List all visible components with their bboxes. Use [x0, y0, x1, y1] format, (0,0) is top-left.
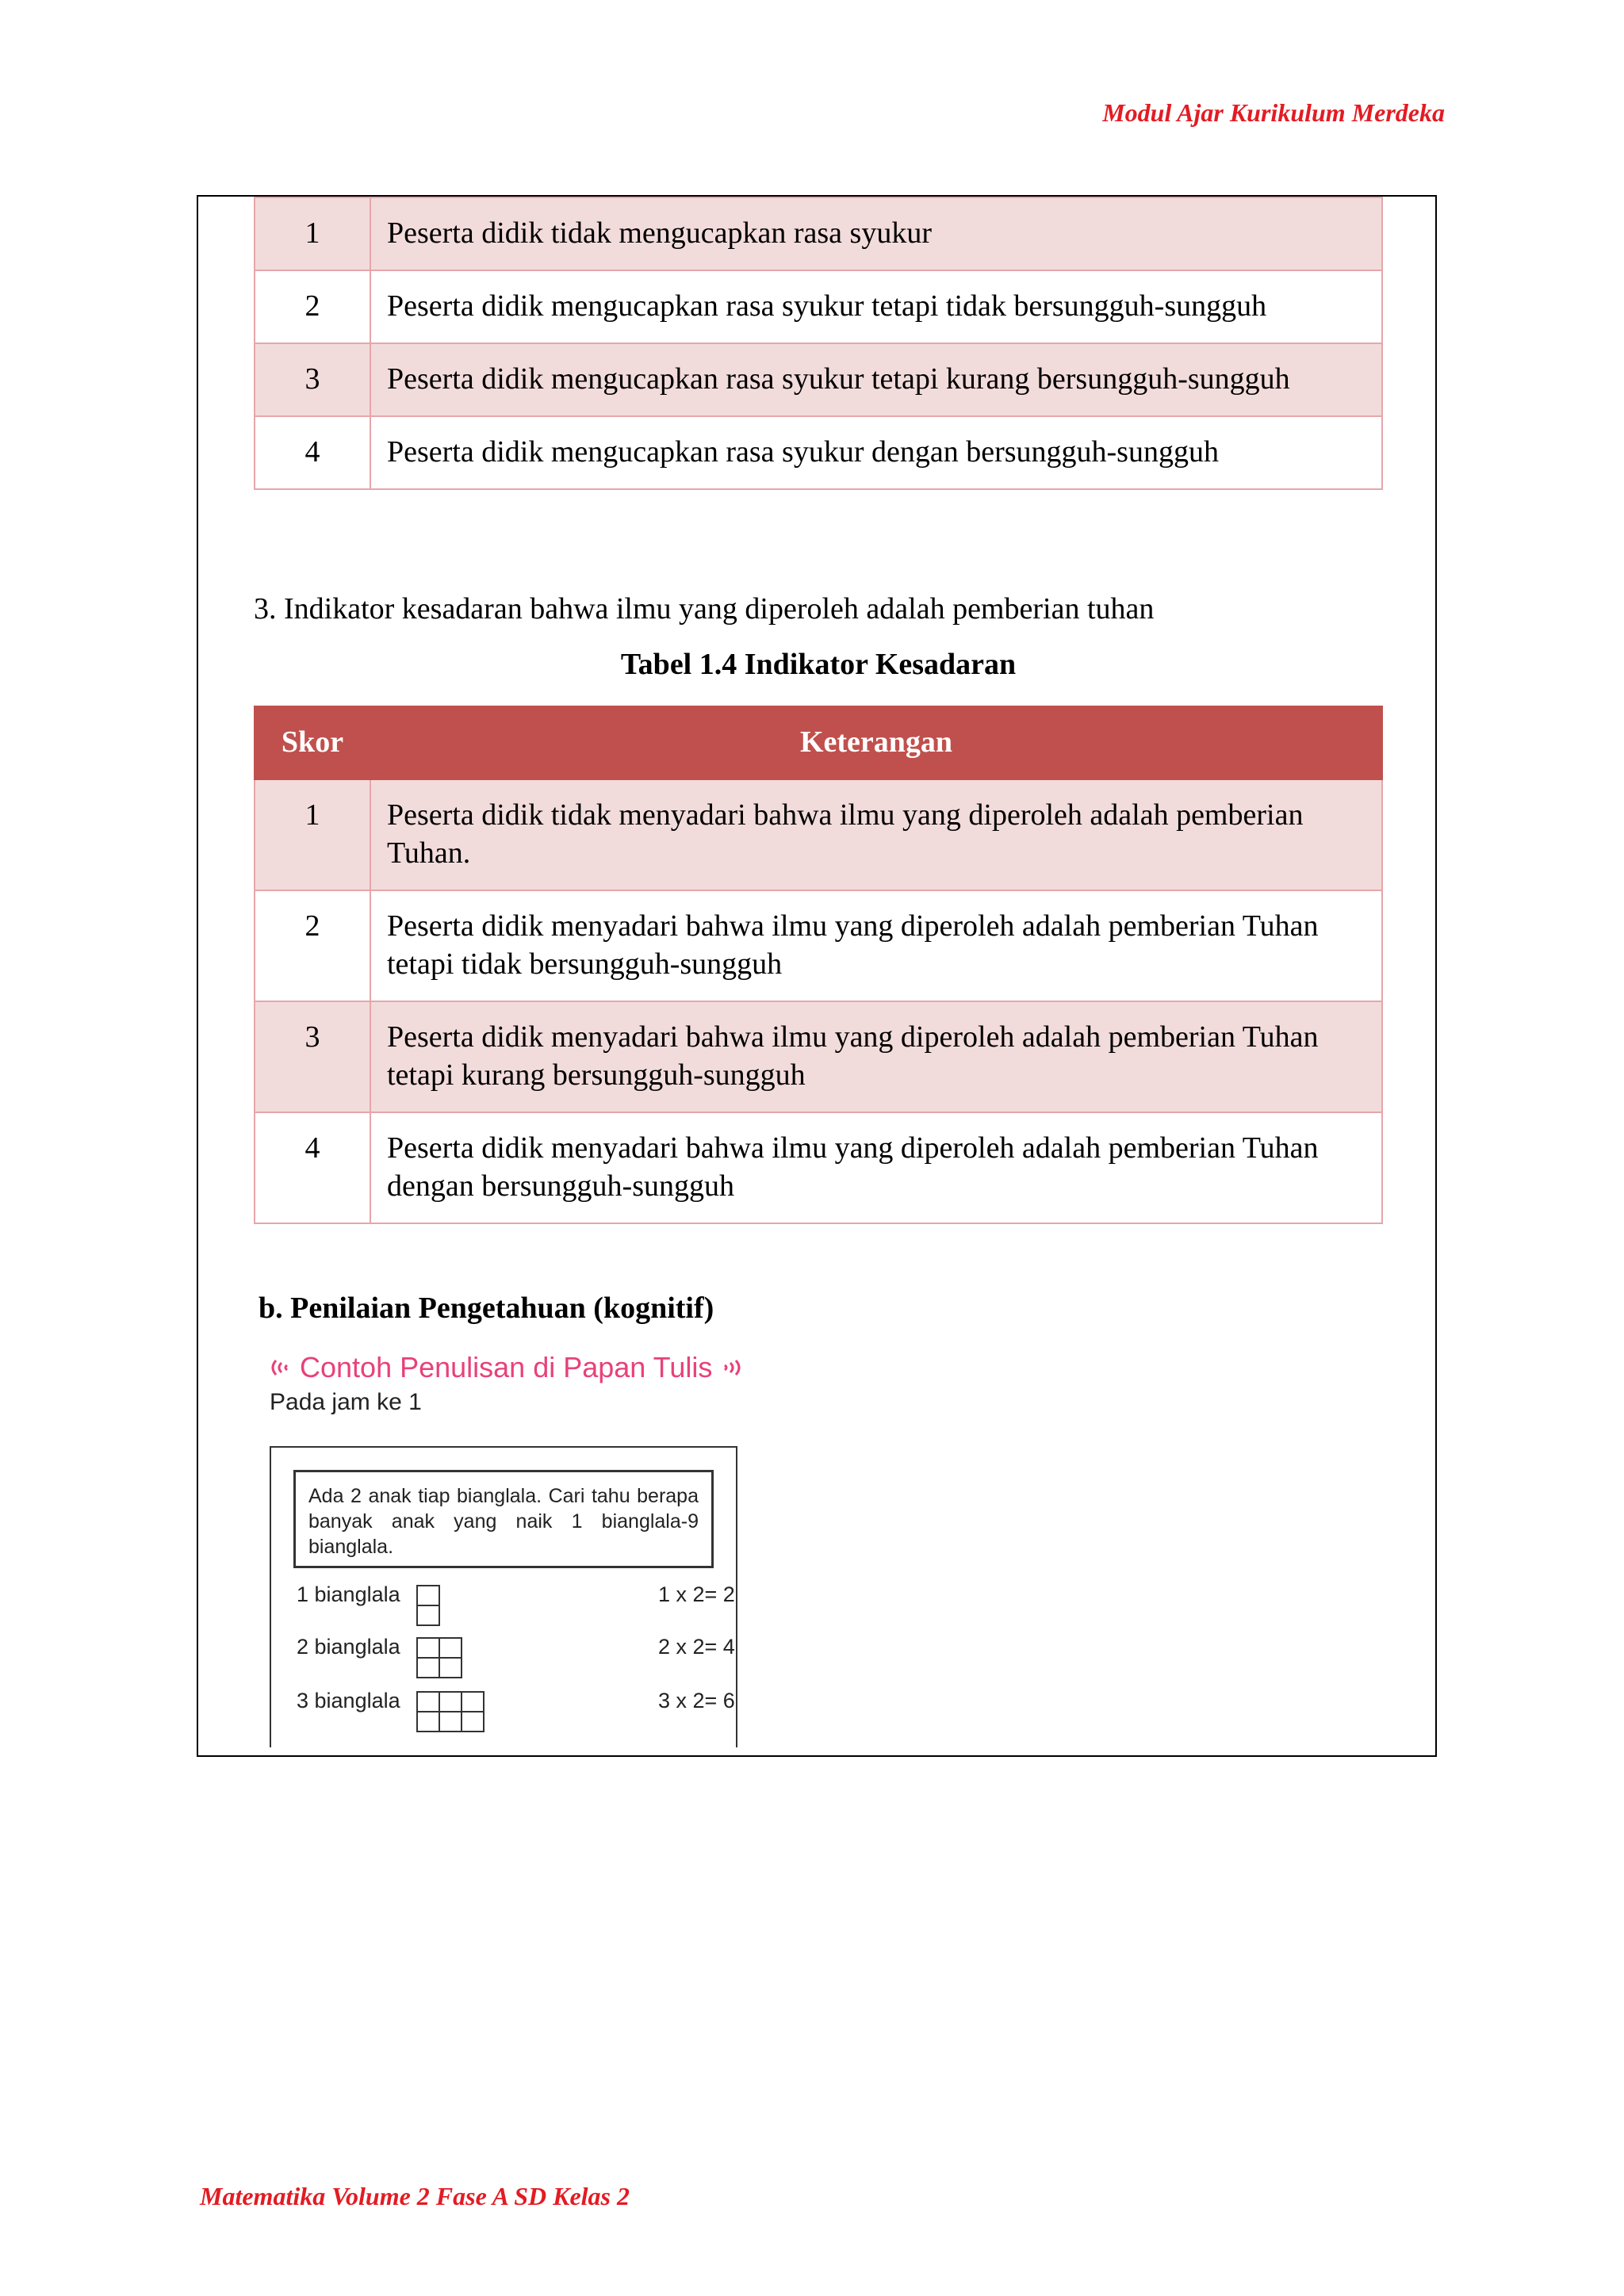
- score-cell: 1: [255, 779, 370, 890]
- sound-waves-left-icon: [266, 1354, 293, 1381]
- table-row: [255, 416, 1382, 489]
- row-label: 2 bianglala: [297, 1635, 400, 1659]
- table-row: [255, 1001, 1382, 1112]
- table-row: [255, 197, 1382, 270]
- score-cell: 3: [255, 1001, 370, 1112]
- description-cell: Peserta didik mengucapkan rasa syukur tetapi kurang bersungguh-sungguh: [370, 343, 1382, 416]
- score-cell: 1: [255, 197, 370, 270]
- board-title-text: Contoh Penulisan di Papan Tulis: [300, 1351, 713, 1383]
- header-skor: Skor: [255, 706, 370, 779]
- whiteboard-example: [270, 1446, 737, 1747]
- page-header: Modul Ajar Kurikulum Merdeka: [1102, 98, 1445, 127]
- sound-waves-right-icon: [718, 1354, 745, 1381]
- content-frame: [197, 195, 1437, 1757]
- section-b-heading: b. Penilaian Pengetahuan (kognitif): [259, 1292, 714, 1325]
- description-cell: Peserta didik menyadari bahwa ilmu yang diperoleh adalah pemberian Tuhan tetapi kurang bersungguh-sungguh: [370, 1001, 1382, 1112]
- table-row: [255, 890, 1382, 1001]
- question-box: Ada 2 anak tiap bianglala. Cari tahu berapa banyak anak yang naik 1 bianglala-9 bianglala.: [293, 1470, 714, 1568]
- description-cell: Peserta didik menyadari bahwa ilmu yang diperoleh adalah pemberian Tuhan dengan bersungguh-sungguh: [370, 1112, 1382, 1223]
- row-equation: 2 x 2= 4: [658, 1635, 735, 1659]
- description-cell: Peserta didik menyadari bahwa ilmu yang diperoleh adalah pemberian Tuhan tetapi tidak bersungguh-sungguh: [370, 890, 1382, 1001]
- description-cell: Peserta didik tidak menyadari bahwa ilmu yang diperoleh adalah pemberian Tuhan.: [370, 779, 1382, 890]
- table-header-row: [255, 706, 1382, 779]
- score-cell: 3: [255, 343, 370, 416]
- description-cell: Peserta didik tidak mengucapkan rasa syukur: [370, 197, 1382, 270]
- score-cell: 4: [255, 416, 370, 489]
- table-row: [255, 343, 1382, 416]
- score-table-awareness: [254, 706, 1383, 1224]
- grid-2x2-icon: [416, 1636, 466, 1681]
- row-equation: 1 x 2= 2: [658, 1582, 735, 1606]
- row-equation: 3 x 2= 6: [658, 1689, 735, 1712]
- grid-1x2-icon: [416, 1584, 442, 1628]
- page-footer: Matematika Volume 2 Fase A SD Kelas 2: [200, 2182, 630, 2210]
- score-cell: 2: [255, 890, 370, 1001]
- description-cell: Peserta didik mengucapkan rasa syukur tetapi tidak bersungguh-sungguh: [370, 270, 1382, 343]
- board-subtitle: Pada jam ke 1: [270, 1389, 422, 1415]
- score-table-top: [254, 197, 1383, 490]
- description-cell: Peserta didik mengucapkan rasa syukur dengan bersungguh-sungguh: [370, 416, 1382, 489]
- score-cell: 4: [255, 1112, 370, 1223]
- indicator-heading: 3. Indikator kesadaran bahwa ilmu yang diperoleh adalah pemberian tuhan: [254, 592, 1155, 626]
- table-title: Tabel 1.4 Indikator Kesadaran: [620, 648, 1017, 681]
- row-label: 1 bianglala: [297, 1582, 400, 1606]
- header-keterangan: Keterangan: [370, 706, 1382, 779]
- row-label: 3 bianglala: [297, 1689, 400, 1712]
- board-title: [266, 1351, 745, 1384]
- table-row: [255, 779, 1382, 890]
- score-cell: 2: [255, 270, 370, 343]
- grid-3x2-icon: [416, 1690, 490, 1735]
- table-row: [255, 1112, 1382, 1223]
- table-row: [255, 270, 1382, 343]
